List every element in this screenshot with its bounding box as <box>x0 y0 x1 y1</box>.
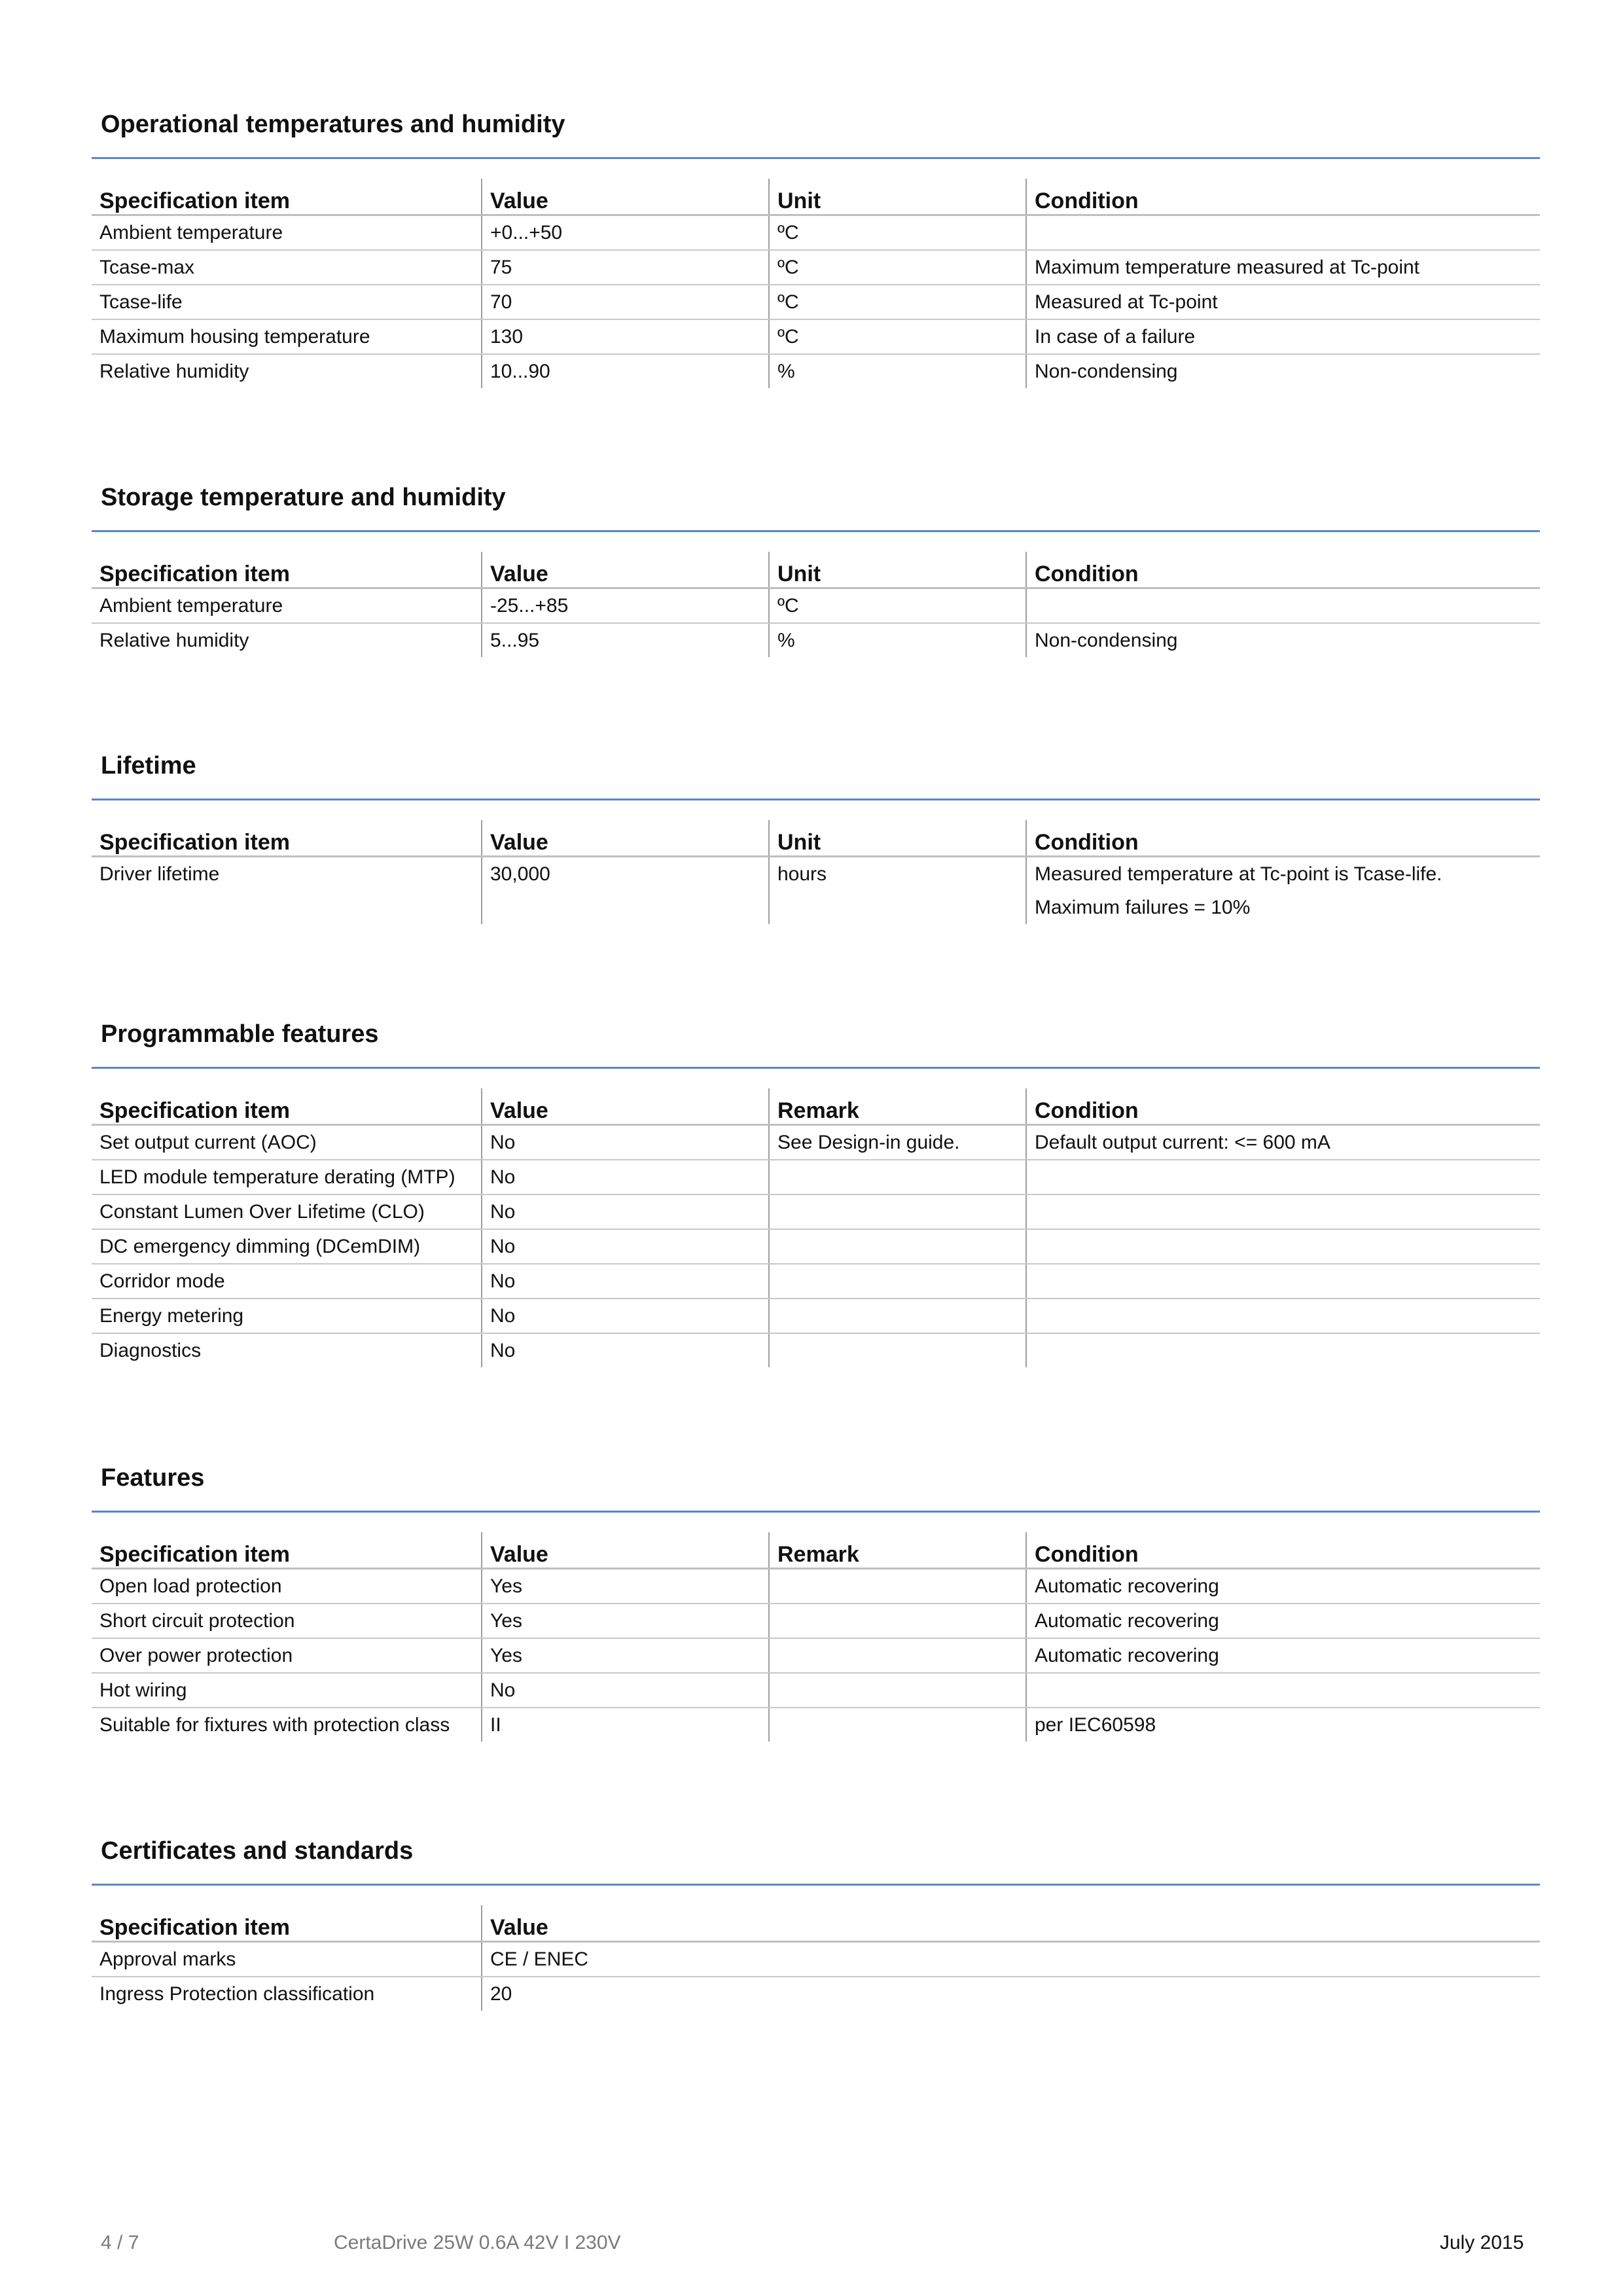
table-cell <box>769 1333 1026 1367</box>
table-cell: No <box>482 1160 769 1194</box>
table-cell: Short circuit protection <box>92 1604 482 1638</box>
table-cell: No <box>482 1125 769 1160</box>
column-header: Unit <box>769 552 1026 588</box>
table-row <box>92 1264 1540 1299</box>
table-cell: ºC <box>769 215 1026 251</box>
table-cell: Default output current: <= 600 mA <box>1026 1125 1540 1160</box>
table-cell: 20 <box>482 1977 1540 2011</box>
table-cell <box>769 1160 1026 1194</box>
table-cell <box>1026 1229 1540 1264</box>
table-cell: % <box>769 623 1026 657</box>
table-cell-multiline <box>1026 857 1540 925</box>
page-number: 4 / 7 <box>101 2232 139 2253</box>
column-header: Unit <box>769 820 1026 857</box>
spec-table <box>92 820 1540 924</box>
table-row <box>92 1638 1540 1673</box>
table-cell: Diagnostics <box>99 1340 202 1361</box>
column-header: Specification item <box>92 820 482 857</box>
table-cell: In case of a failure <box>1026 319 1540 354</box>
product-name: CertaDrive 25W 0.6A 42V I 230V <box>334 2232 621 2253</box>
table-cell <box>769 1299 1026 1333</box>
table-cell: Relative humidity <box>99 361 249 382</box>
table-cell: Corridor mode <box>92 1264 482 1299</box>
column-header: Specification item <box>92 1905 482 1942</box>
table-cell: Hot wiring <box>92 1673 482 1708</box>
table-cell: 10...90 <box>482 354 769 388</box>
table-row <box>92 285 1540 319</box>
table-cell <box>769 1673 1026 1708</box>
table-cell: Relative humidity <box>99 630 249 651</box>
publication-date: July 2015 <box>1440 2232 1524 2253</box>
table-cell: DC emergency dimming (DCemDIM) <box>92 1229 482 1264</box>
table-row <box>92 588 1540 624</box>
column-header: Value <box>482 552 769 588</box>
spec-table <box>92 1088 1540 1367</box>
column-header: Value <box>482 1905 1540 1942</box>
table-header-row <box>92 1532 1540 1569</box>
table-cell: 70 <box>482 285 769 319</box>
section-features <box>92 1458 1540 1742</box>
table-cell: Suitable for fixtures with protection class <box>99 1714 450 1736</box>
table-cell: No <box>482 1299 769 1333</box>
table-cell: ºC <box>769 319 1026 354</box>
section-storage-temperature <box>92 478 1540 657</box>
table-cell <box>769 1194 1026 1229</box>
table-cell: Open load protection <box>92 1569 482 1604</box>
table-row <box>92 1299 1540 1333</box>
column-header: Condition <box>1026 552 1540 588</box>
section-title: Features <box>101 1464 205 1492</box>
column-header: Value <box>482 1532 769 1569</box>
column-header: Specification item <box>92 179 482 215</box>
table-cell <box>1026 1264 1540 1299</box>
section-divider <box>92 157 1540 159</box>
table-cell <box>769 1708 1026 1742</box>
table-cell: Yes <box>482 1569 769 1604</box>
section-operational-temperatures <box>92 105 1540 388</box>
table-cell <box>769 1604 1026 1638</box>
table-cell: See Design-in guide. <box>769 1125 1026 1160</box>
table-cell: 130 <box>482 319 769 354</box>
table-cell <box>1026 1673 1540 1708</box>
section-divider <box>92 530 1540 532</box>
table-row <box>92 1977 1540 2011</box>
spec-table <box>92 179 1540 388</box>
section-title: Operational temperatures and humidity <box>101 111 565 138</box>
spec-table <box>92 552 1540 657</box>
table-row <box>92 1708 1540 1742</box>
table-cell: % <box>769 354 1026 388</box>
table-row <box>92 857 1540 925</box>
table-cell: Ambient temperature <box>92 215 482 251</box>
column-header: Specification item <box>92 1532 482 1569</box>
table-cell: Yes <box>482 1604 769 1638</box>
condition-line: Maximum failures = 10% <box>1035 897 1251 918</box>
table-cell: -25...+85 <box>482 588 769 624</box>
table-cell <box>1026 1333 1540 1367</box>
table-cell: ºC <box>769 588 1026 624</box>
section-certificates <box>92 1831 1540 2011</box>
column-header: Specification item <box>92 1088 482 1125</box>
table-header-row <box>92 1088 1540 1125</box>
table-header-row <box>92 820 1540 857</box>
table-cell: Yes <box>482 1638 769 1673</box>
section-divider <box>92 1067 1540 1069</box>
table-cell <box>1026 1160 1540 1194</box>
table-row <box>92 1942 1540 1977</box>
table-cell <box>769 1638 1026 1673</box>
table-cell: Measured at Tc-point <box>1026 285 1540 319</box>
table-cell: No <box>482 1264 769 1299</box>
table-cell <box>1026 215 1540 251</box>
section-programmable-features <box>92 1014 1540 1367</box>
column-header: Value <box>482 1088 769 1125</box>
table-cell: LED module temperature derating (MTP) <box>92 1160 482 1194</box>
table-cell: 30,000 <box>482 857 769 925</box>
table-cell: No <box>482 1194 769 1229</box>
column-header: Condition <box>1026 179 1540 215</box>
table-cell: No <box>482 1673 769 1708</box>
table-cell: hours <box>769 857 1026 925</box>
column-header: Condition <box>1026 820 1540 857</box>
table-cell: Automatic recovering <box>1026 1638 1540 1673</box>
table-row <box>92 623 1540 657</box>
table-cell <box>769 1264 1026 1299</box>
table-header-row <box>92 1905 1540 1942</box>
table-row <box>92 250 1540 285</box>
table-cell: Constant Lumen Over Lifetime (CLO) <box>92 1194 482 1229</box>
table-cell: CE / ENEC <box>482 1942 1540 1977</box>
table-cell: Maximum housing temperature <box>92 319 482 354</box>
table-cell: Tcase-max <box>92 250 482 285</box>
table-cell: per IEC60598 <box>1026 1708 1540 1742</box>
table-cell: Automatic recovering <box>1026 1569 1540 1604</box>
table-cell: ºC <box>769 250 1026 285</box>
column-header: Condition <box>1026 1088 1540 1125</box>
column-header: Value <box>482 820 769 857</box>
table-cell: Tcase-life <box>92 285 482 319</box>
table-row <box>92 1673 1540 1708</box>
section-title: Certificates and standards <box>101 1837 414 1865</box>
column-header: Value <box>482 179 769 215</box>
table-cell <box>1026 1194 1540 1229</box>
table-row <box>92 319 1540 354</box>
table-cell: Maximum temperature measured at Tc-point <box>1026 250 1540 285</box>
table-cell: II <box>482 1708 769 1742</box>
table-cell: Driver lifetime <box>99 863 220 885</box>
table-row <box>92 1125 1540 1160</box>
table-row <box>92 1194 1540 1229</box>
spec-table <box>92 1905 1540 2011</box>
table-cell: 75 <box>482 250 769 285</box>
section-divider <box>92 1884 1540 1886</box>
table-cell: Over power protection <box>92 1638 482 1673</box>
table-cell: Approval marks <box>92 1942 482 1977</box>
table-row <box>92 215 1540 251</box>
table-row <box>92 1160 1540 1194</box>
table-row <box>92 354 1540 388</box>
table-row <box>92 1569 1540 1604</box>
table-row <box>92 1229 1540 1264</box>
section-lifetime <box>92 746 1540 924</box>
table-cell: Ambient temperature <box>92 588 482 624</box>
table-cell: Ingress Protection classification <box>99 1983 375 2005</box>
table-cell: +0...+50 <box>482 215 769 251</box>
section-title: Programmable features <box>101 1020 379 1048</box>
condition-line: Measured temperature at Tc-point is Tcase-life. <box>1035 863 1442 885</box>
table-cell: Non-condensing <box>1026 354 1540 388</box>
table-cell: No <box>482 1333 769 1367</box>
table-header-row <box>92 179 1540 215</box>
column-header: Remark <box>769 1532 1026 1569</box>
table-row <box>92 1333 1540 1367</box>
table-cell: 5...95 <box>482 623 769 657</box>
table-cell: Energy metering <box>92 1299 482 1333</box>
table-cell <box>1026 588 1540 624</box>
table-header-row <box>92 552 1540 588</box>
column-header: Condition <box>1026 1532 1540 1569</box>
table-row <box>92 1604 1540 1638</box>
table-cell <box>1026 1299 1540 1333</box>
table-cell <box>769 1569 1026 1604</box>
spec-table <box>92 1532 1540 1742</box>
section-title: Storage temperature and humidity <box>101 484 506 511</box>
table-cell: Non-condensing <box>1026 623 1540 657</box>
table-cell: Set output current (AOC) <box>92 1125 482 1160</box>
table-cell: ºC <box>769 285 1026 319</box>
table-cell: No <box>482 1229 769 1264</box>
section-title: Lifetime <box>101 752 196 780</box>
section-divider <box>92 798 1540 800</box>
table-cell <box>769 1229 1026 1264</box>
section-divider <box>92 1511 1540 1513</box>
column-header: Unit <box>769 179 1026 215</box>
column-header: Specification item <box>92 552 482 588</box>
column-header: Remark <box>769 1088 1026 1125</box>
table-cell: Automatic recovering <box>1026 1604 1540 1638</box>
